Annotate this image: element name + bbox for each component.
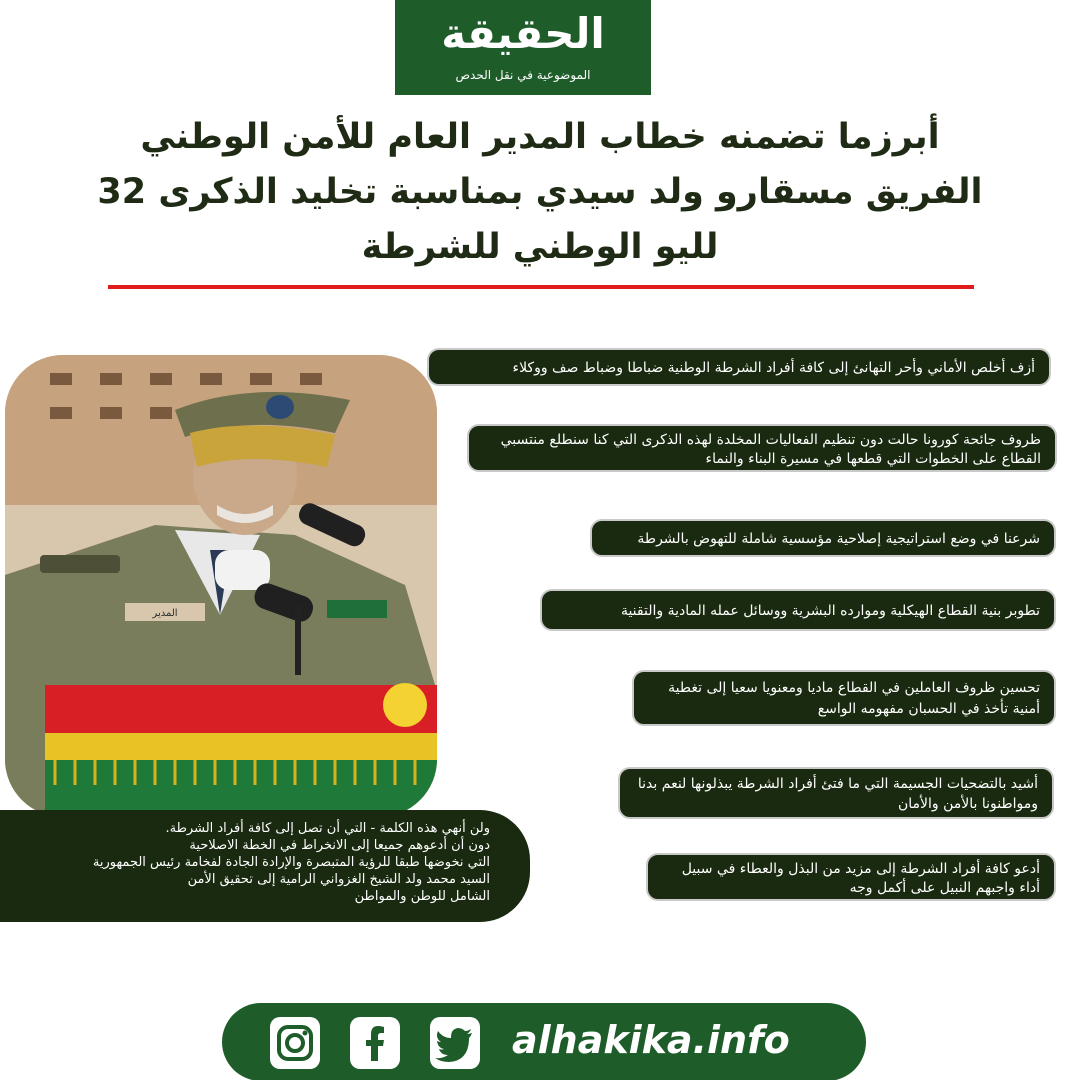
logo-tagline: الموضوعية في نقل الحدص xyxy=(455,68,591,82)
key-point-2: ظروف جائحة كورونا حالت دون تنظيم الفعاليات المخلدة لهذه الذكرى التي كنا سنطلع منتسبي القطاع على الخطوات التي قطعها في مسيرة البناء والنماء xyxy=(467,424,1057,472)
closing-line-2: دون أن أدعوهم جميعا إلى الانخراط في الخطة الاصلاحية xyxy=(189,838,490,853)
closing-line-1: ولن أنهي هذه الكلمة - التي أن تصل إلى كافة أفراد الشرطة. xyxy=(165,821,490,836)
name-badge-text: المدير xyxy=(152,608,178,619)
site-url[interactable]: alhakika.info xyxy=(512,1018,790,1062)
facebook-icon[interactable] xyxy=(350,1017,400,1069)
speaker-photo xyxy=(5,355,437,817)
instagram-icon[interactable] xyxy=(270,1017,320,1069)
key-point-1: أزف أخلص الأماني وأحر التهانئ إلى كافة أفراد الشرطة الوطنية ضباطا وضباط صف ووكلاء xyxy=(427,348,1051,386)
key-point-5: تحسين ظروف العاملين في القطاع ماديا ومعنويا سعيا إلى تغطية أمنية تأخذ في الحسبان مفهومه الواسع xyxy=(632,670,1056,726)
footer-bar xyxy=(222,1003,866,1080)
headline-line-1: أبرزما تضمنه خطاب المدير العام للأمن الوطني xyxy=(140,117,940,157)
headline-line-2: الفريق مسقارو ولد سيدي بمناسبة تخليد الذكرى 32 xyxy=(97,172,983,212)
closing-line-3: التي نخوضها طبقا للرؤية المتبصرة والإرادة الجادة لفخامة رئيس الجمهورية xyxy=(92,855,490,870)
key-point-3: شرعنا في وضع استراتيجية إصلاحية مؤسسية شاملة للتهوض بالشرطة xyxy=(590,519,1056,557)
title-divider xyxy=(108,285,974,289)
key-point-4: تطوبر بنية القطاع الهيكلية وموارده البشرية ووسائل عمله المادية والتقنية xyxy=(540,589,1056,631)
key-point-7: أدعو كافة أفراد الشرطة إلى مزيد من البذل والعطاء في سبيل أداء واجبهم النبيل على أكمل وجه xyxy=(646,853,1056,901)
twitter-icon[interactable] xyxy=(430,1017,480,1069)
headline-line-3: لليو الوطني للشرطة xyxy=(361,227,719,267)
closing-line-5: الشامل للوطن والمواطن xyxy=(354,889,490,904)
headline xyxy=(80,110,1000,275)
closing-line-4: السيد محمد ولد الشيخ الغزواني الرامية إلى تحقيق الأمن xyxy=(187,872,490,887)
speaker-illustration xyxy=(5,355,437,817)
site-logo xyxy=(395,0,651,95)
closing-paragraph xyxy=(0,810,530,922)
key-point-6: أشيد بالتضحيات الجسيمة التي ما فتئ أفراد الشرطة يبذلونها لنعم بدنا ومواطنونا بالأمن والأمان xyxy=(618,767,1054,819)
logo-title: الحقيقة xyxy=(441,9,605,58)
